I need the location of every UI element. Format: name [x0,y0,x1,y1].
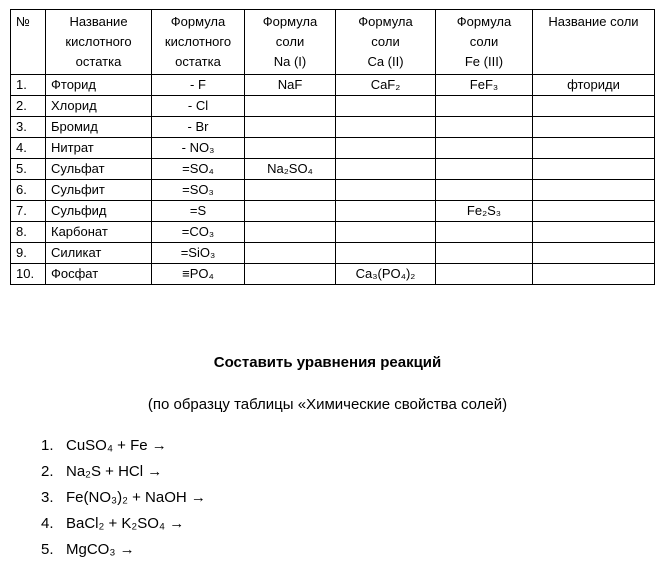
row-number-cell: 10. [11,264,46,285]
residue-formula-cell: - Br [152,117,245,138]
salt-formula-ca-cell [336,180,436,201]
row-number-cell: 3. [11,117,46,138]
residue-formula-cell: ≡PO₄ [152,264,245,285]
reaction-equation: MgCO₃ → [66,541,135,558]
salt-name-cell [533,201,655,222]
salt-formula-na-cell [245,180,336,201]
column-header [245,10,336,75]
residue-name-cell: Фторид [46,75,152,96]
salt-formula-fe-cell [436,159,533,180]
reaction-equation: Fe(NO₃)₂ + NaOH → [66,489,206,506]
column-header-line: Формула [262,14,318,29]
salt-formula-ca-cell [336,201,436,222]
salt-name-cell [533,243,655,264]
column-header [336,10,436,75]
salt-formula-na-cell [245,201,336,222]
residue-name-cell: Фосфат [46,264,152,285]
table-row [11,96,655,117]
salt-formula-na-cell [245,264,336,285]
table-row [11,159,655,180]
column-header-line: Ca (II) [367,54,404,69]
salt-name-cell [533,117,655,138]
row-number-cell: 4. [11,138,46,159]
residue-name-cell: Хлорид [46,96,152,117]
salt-name-cell: фториди [533,75,655,96]
reaction-equation: CuSO₄ + Fe → [66,437,167,454]
column-header-line: соли [469,34,499,49]
column-header-line: остатка [75,54,122,69]
table-row [11,138,655,159]
salts-table [10,9,655,285]
table-row [11,201,655,222]
column-header-line: Формула [456,14,512,29]
salt-formula-ca-cell [336,138,436,159]
table-row [11,222,655,243]
task-subtitle: (по образцу таблицы «Химические свойства солей) [147,396,508,413]
salt-formula-fe-cell [436,180,533,201]
salt-formula-ca-cell: CaF₂ [336,75,436,96]
salt-formula-ca-cell [336,159,436,180]
table-body [11,75,655,285]
column-header [533,10,655,75]
salt-formula-fe-cell [436,138,533,159]
salt-formula-fe-cell [436,243,533,264]
reaction-item [41,487,206,513]
salt-formula-na-cell [245,138,336,159]
table-row [11,180,655,201]
residue-formula-cell: =SiO₃ [152,243,245,264]
residue-formula-cell: - NO₃ [152,138,245,159]
table-row [11,75,655,96]
column-header-line: Название [69,14,128,29]
table-header [11,10,655,75]
reaction-item [41,461,206,487]
reaction-number: 5. [41,541,54,558]
column-header [152,10,245,75]
row-number-cell: 7. [11,201,46,222]
residue-formula-cell: =CO₃ [152,222,245,243]
salt-formula-ca-cell: Ca₃(PO₄)₂ [336,264,436,285]
salt-formula-fe-cell [436,222,533,243]
row-number-cell: 9. [11,243,46,264]
salt-formula-ca-cell [336,96,436,117]
reaction-number: 1. [41,437,54,454]
table-row [11,264,655,285]
residue-name-cell: Сульфит [46,180,152,201]
residue-formula-cell: - Cl [152,96,245,117]
column-header-line: Формула [170,14,226,29]
salt-name-cell [533,180,655,201]
column-header-line: остатка [175,54,221,69]
salt-formula-fe-cell: FeF₃ [436,75,533,96]
residue-name-cell: Сульфид [46,201,152,222]
column-header-line: Формула [358,14,413,29]
residue-name-cell: Карбонат [46,222,152,243]
salt-name-cell [533,159,655,180]
salt-formula-fe-cell [436,96,533,117]
column-header-line: Название соли [548,14,639,29]
salt-formula-na-cell: NaF [245,75,336,96]
salt-name-cell [533,96,655,117]
residue-name-cell: Бромид [46,117,152,138]
reaction-number: 3. [41,489,54,506]
residue-name-cell: Силикат [46,243,152,264]
residue-formula-cell: =SO₃ [152,180,245,201]
table-row [11,117,655,138]
residue-formula-cell: - F [152,75,245,96]
salt-formula-ca-cell [336,117,436,138]
column-header-line: Fe (III) [464,54,504,69]
salt-formula-ca-cell [336,243,436,264]
column-header [436,10,533,75]
salt-formula-fe-cell [436,264,533,285]
task-title: Составить уравнения реакций [213,354,442,371]
table-header-row [11,10,655,75]
reaction-item [41,435,206,461]
salt-formula-na-cell [245,222,336,243]
column-header-line: № [16,14,30,29]
reaction-equation: BaCl₂ + K₂SO₄ → [66,515,185,532]
column-header [46,10,152,75]
salt-name-cell [533,138,655,159]
row-number-cell: 1. [11,75,46,96]
residue-name-cell: Нитрат [46,138,152,159]
reaction-equation: Na₂S + HCl → [66,463,163,480]
column-header-line: кислотного [164,34,232,49]
column-header-line: кислотного [65,34,132,49]
column-header-line: Na (I) [273,54,307,69]
row-number-cell: 5. [11,159,46,180]
reaction-item [41,539,206,565]
residue-name-cell: Сульфат [46,159,152,180]
column-header-line: соли [371,34,400,49]
reaction-number: 4. [41,515,54,532]
salt-formula-fe-cell [436,117,533,138]
salt-formula-ca-cell [336,222,436,243]
salt-formula-na-cell [245,117,336,138]
salt-formula-na-cell [245,243,336,264]
reaction-number: 2. [41,463,54,480]
column-header-line: соли [275,34,305,49]
residue-formula-cell: =SO₄ [152,159,245,180]
reaction-item [41,513,206,539]
residue-formula-cell: =S [152,201,245,222]
salt-name-cell [533,264,655,285]
salt-formula-fe-cell: Fe₂S₃ [436,201,533,222]
salt-formula-na-cell: Na₂SO₄ [245,159,336,180]
row-number-cell: 6. [11,180,46,201]
table-row [11,243,655,264]
salt-formula-na-cell [245,96,336,117]
row-number-cell: 8. [11,222,46,243]
column-header [11,10,46,75]
reactions-list [41,435,206,565]
salt-name-cell [533,222,655,243]
row-number-cell: 2. [11,96,46,117]
